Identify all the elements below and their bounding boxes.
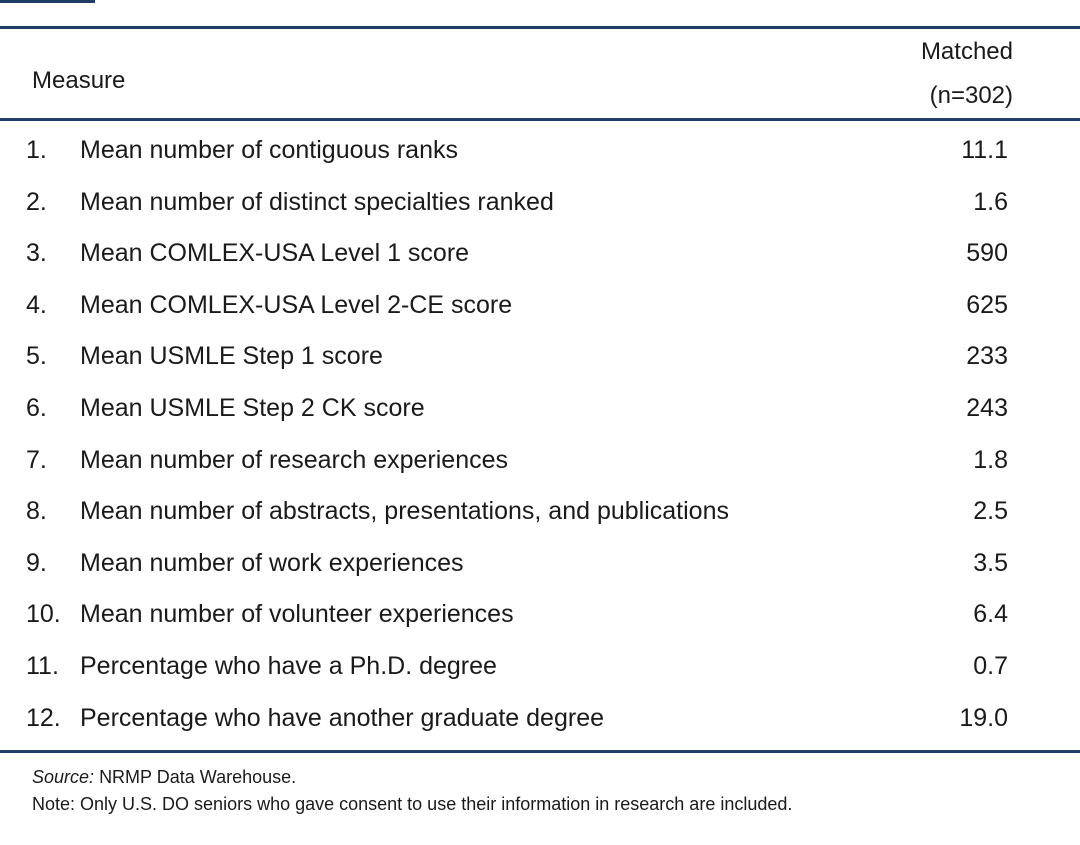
table-row (0, 177, 1080, 229)
row-value: 3.5 (973, 548, 1008, 577)
row-number: 3. (26, 239, 47, 268)
row-number: 2. (26, 187, 47, 216)
row-number: 8. (26, 497, 47, 526)
row-measure: Mean COMLEX-USA Level 1 score (80, 239, 470, 268)
row-measure: Mean number of abstracts, presentations, and publications (80, 497, 729, 526)
table-row (0, 125, 1080, 177)
row-measure: Mean number of volunteer experiences (80, 600, 514, 629)
column-header-matched-line2: (n=302) (929, 82, 1013, 109)
row-measure: Mean number of research experiences (80, 445, 509, 474)
table-row (0, 280, 1080, 332)
row-value: 19.0 (959, 703, 1008, 732)
table-row (0, 693, 1080, 745)
note-line: Note: Only U.S. DO seniors who gave consent to use their information in research are included. (32, 794, 793, 814)
row-number: 9. (26, 548, 47, 577)
row-measure: Mean USMLE Step 2 CK score (80, 393, 425, 422)
table-row (0, 641, 1080, 693)
table-row (0, 228, 1080, 280)
top-divider-tab (0, 0, 95, 3)
row-number: 1. (26, 136, 47, 164)
row-value: 1.6 (973, 187, 1008, 216)
row-number: 5. (26, 342, 47, 371)
row-value: 2.5 (973, 497, 1008, 526)
row-measure: Percentage who have another graduate degree (80, 703, 604, 732)
source-label: Source: (32, 767, 95, 787)
column-header-matched-line1: Matched (920, 38, 1013, 65)
row-number: 4. (26, 290, 47, 319)
row-measure: Mean COMLEX-USA Level 2-CE score (80, 290, 513, 319)
row-number: 11. (26, 651, 59, 680)
row-measure: Mean number of distinct specialties ranked (80, 187, 554, 216)
table-footnotes (32, 764, 792, 818)
table-row (0, 538, 1080, 590)
row-value: 625 (966, 290, 1008, 319)
table-body (0, 125, 1080, 744)
source-line (32, 764, 792, 791)
table-row (0, 589, 1080, 641)
table-bottom-rule (0, 750, 1080, 753)
table-top-rule (0, 26, 1080, 29)
row-measure: Mean number of contiguous ranks (80, 136, 458, 164)
row-value: 233 (966, 342, 1008, 371)
table-row (0, 435, 1080, 487)
column-header-measure: Measure (32, 67, 126, 94)
table-row (0, 383, 1080, 435)
row-value: 11.1 (961, 136, 1008, 164)
row-number: 6. (26, 393, 47, 422)
row-value: 243 (966, 393, 1008, 422)
row-value: 6.4 (973, 600, 1008, 629)
row-measure: Mean number of work experiences (80, 548, 464, 577)
table-header-rule (0, 118, 1080, 121)
row-value: 1.8 (973, 445, 1008, 474)
row-number: 10. (26, 600, 61, 629)
row-measure: Mean USMLE Step 1 score (80, 342, 383, 371)
source-text: NRMP Data Warehouse. (99, 767, 297, 787)
row-value: 590 (966, 239, 1008, 268)
table-row (0, 331, 1080, 383)
row-number: 7. (26, 445, 47, 474)
row-value: 0.7 (973, 651, 1008, 680)
row-measure: Percentage who have a Ph.D. degree (80, 651, 497, 680)
row-number: 12. (26, 703, 61, 732)
table-row (0, 486, 1080, 538)
column-header-matched (853, 30, 1013, 118)
